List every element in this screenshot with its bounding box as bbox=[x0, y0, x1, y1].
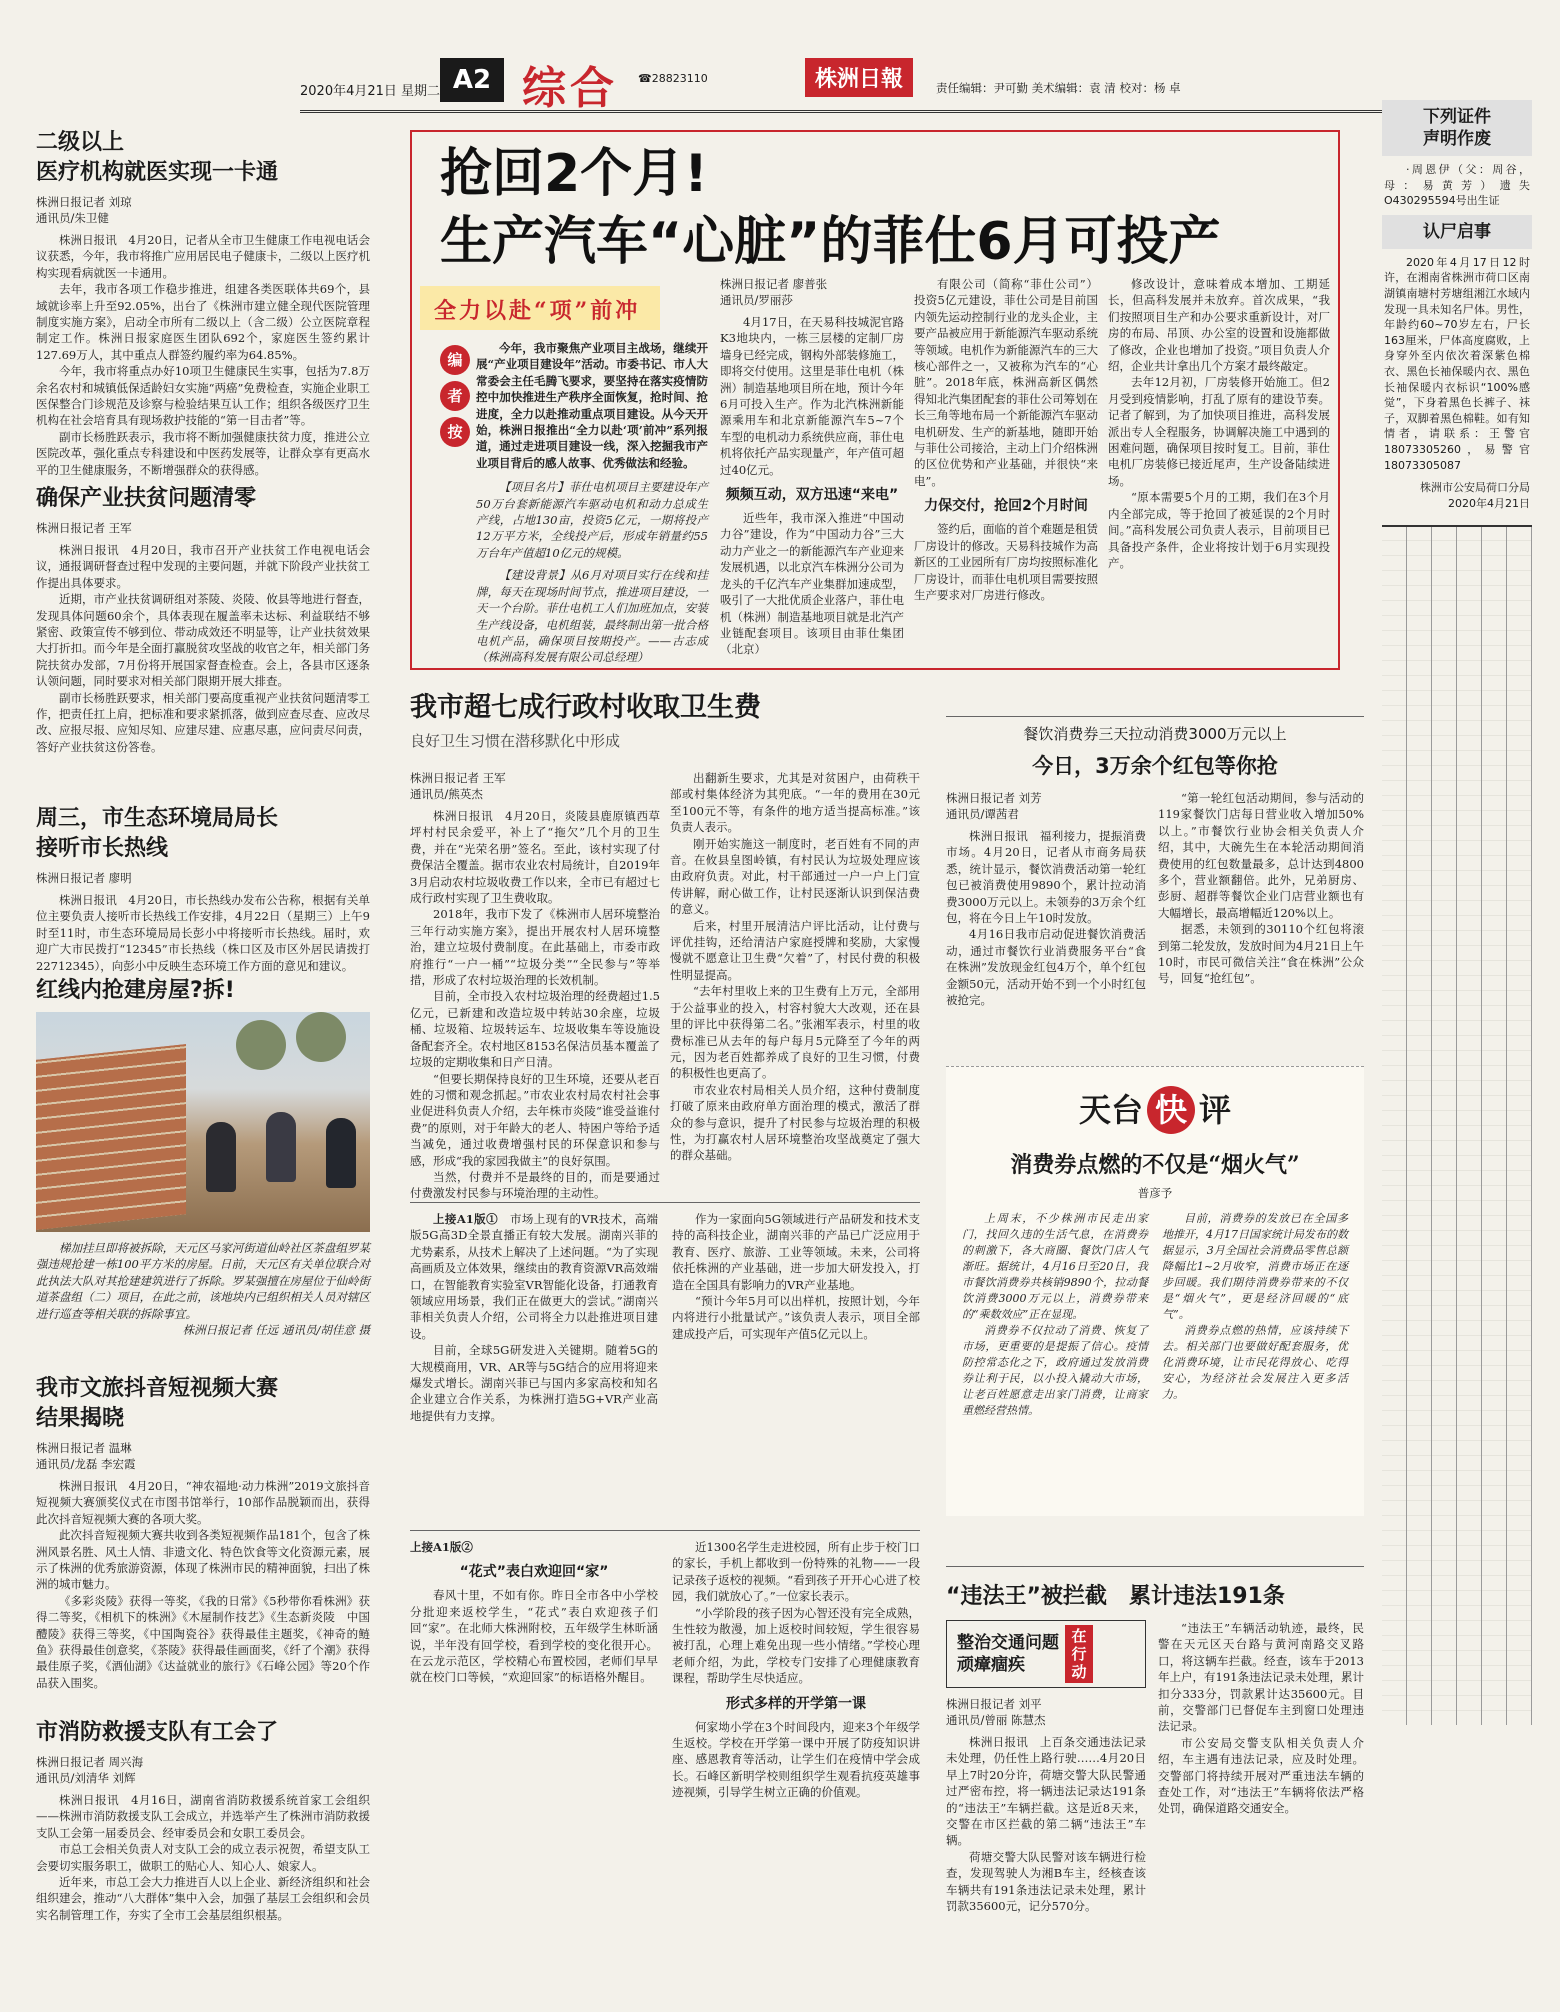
paragraph: “去年村里收上来的卫生费有上万元，全部用于公益事业的投入，村容村貌大大改观，还在县里的评比中获得第二名。”张湘军表示，村里的收费标准已从去年的每户每月5元降至了今年的两元，因为老百姓都养成了良好的卫生习惯，付费的积极性也更高了。 bbox=[670, 984, 920, 1081]
article-medical-card bbox=[36, 128, 370, 477]
photo-credit: 株洲日报记者 任远 通讯员/胡佳意 摄 bbox=[182, 1323, 370, 1338]
headline: 我市超七成行政村收取卫生费 bbox=[410, 692, 761, 723]
lead-col-1 bbox=[720, 276, 904, 660]
paragraph: 近1300名学生走进校园，所有止步于校门口的家长，手机上都收到一份特殊的礼物——一段记录孩子返校的视频。“看到孩子开开心心进了校园，我们就放心了。”一位家长表示。 bbox=[672, 1540, 920, 1604]
paragraph: 4月16日我市启动促进餐饮消费活动，通过市餐饮行业消费服务平台“食在株洲”发放现金红包4万个，单个红包金额50元，活动开始不到一个小时红包被抢完。 bbox=[946, 927, 1146, 1008]
paragraph: 市公安局交警支队相关负责人介绍，车主遇有违法记录，应及时处理。交警部门将持续开展对严重违法车辆的查处工作，对“违法王”车辆将依法严格处罚，确保道路交通安全。 bbox=[1158, 1735, 1364, 1816]
article-hotline bbox=[36, 804, 370, 973]
page-number: A2 bbox=[440, 58, 504, 102]
brick-wall-shape bbox=[36, 1044, 186, 1230]
notice-text: ·周恩伊（父：周谷，母：易黄芳）遗失O430295594号出生证 bbox=[1384, 163, 1530, 208]
subheading: “花式”表白欢迎回“家” bbox=[459, 1564, 609, 1581]
paragraph: 有限公司（简称“菲仕公司”）投资5亿元建设，菲仕公司是目前国内领先运动控制行业的龙头企业，主要产品被应用于新能源汽车驱动系统等领域。电机作为新能源汽车的三大核心部件之一，又被称为汽车的“心脏”。2018年底，株洲高新区偶然得知北汽集团配套的菲仕公司筹划在长三角等地布局一个新能源汽车驱动电机研发、生产的新基地，随即开始与菲仕公司接洽，主动上门介绍株洲的区位优势和产业基础，并很快“来电”。 bbox=[914, 277, 1098, 488]
paragraph: 近期，市产业扶贫调研组对茶陵、炎陵、攸县等地进行督查，发现具体问题60余个，具体表现在履盖率未达标、利益联结不够紧密、政策宣传不够到位、带动成效还不明显等，让产业扶贫效果大打折扣。而今年是全面打赢脱贫攻坚战的收官之年，相关部门务院扶贫办发部，7月份将开展国家督查检查。会上，各县市区逐条认领问题，同时要求对相关部门限期开展大排查。 bbox=[36, 592, 370, 689]
headline: 二级以上 医疗机构就医实现一卡通 bbox=[36, 130, 279, 185]
byline: 株洲日报记者 王军 bbox=[36, 521, 132, 535]
paragraph: 此次抖音短视频大赛共收到各类短视频作品181个，包含了株洲风景名胜、风土人情、非遗文化、特色饮食等文化资源元素，展示了株洲的优秀旅游资源，体现了株洲市民的精神面貌，扫出了株洲的城市魅力。 bbox=[36, 1528, 370, 1592]
sanitation-col-2 bbox=[670, 770, 920, 1170]
paragraph: 出翻新生要求，尤其是对贫困户，由荷秩干部或村集体经济为其兜底。“一年的费用在30元至100元不等，有条件的地方适当提高标准。”该负责人表示。 bbox=[670, 771, 920, 835]
paragraph: “原本需要5个月的工期，我们在3个月内全部完成，等于抢回了被延误的2个月时间。”高科发展公司负责人表示，目前项目已具备投产条件，企业将按计划于6月实现投产。 bbox=[1108, 490, 1330, 570]
classifieds-sidebar bbox=[1382, 100, 1532, 1725]
project-card: 【项目名片】菲仕电机项目主要建设年产50万台套新能源汽车驱动电机和动力总成生产线，占地130亩，投资5亿元，一期将投产12万平方米，全线投产后，形成年销量约55万台年产值超10亿元的规模。 bbox=[476, 480, 708, 560]
paragraph: 后来，村里开展清洁户评比活动，让付费与评优挂钩，还给清洁户家庭授牌和奖励，大家慢慢就不愿意让卫生费“欠着”了，村民付费的积极性明显提高。 bbox=[670, 918, 920, 982]
issue-date: 2020年4月21日 星期二 bbox=[300, 84, 441, 99]
byline: 株洲日报记者 王军 通讯员/熊英杰 bbox=[410, 771, 506, 801]
paragraph: 副市长杨胜跃要求，相关部门要高度重视产业扶贫问题清零工作，把责任扛上肩，把标准和要求紧抓落，做到应查尽查、应改尽改、应报尽报、应知尽知、应建尽建、应惠尽惠，应问责尽问责，答好产业扶贫这份答卷。 bbox=[36, 690, 370, 754]
paragraph: 株洲日报讯 4月20日，炎陵县鹿原镇西草坪村村民余爱平，补上了“拖欠”几个月的卫生费，并在“光荣名册”签名。至此，该村实现了付费保洁全覆盖。据市农业农村局统计，自2019年3月启动农村垃圾收费工作以来，全市已有超过七成行政村实现了卫生费收取。 bbox=[410, 809, 660, 906]
person-shape bbox=[326, 1118, 356, 1188]
byline: 株洲日报记者 周兴海 通讯员/刘清华 刘辉 bbox=[36, 1755, 144, 1785]
paragraph: 去年12月初，厂房装修开始施工。但2月受到疫情影响，打乱了原有的建设节奏。记者了解到，为了加快项目推进，高科发展派出专人全程服务，协调解决施工中遇到的困难问题，确保项目按时复工。目前，菲仕电机厂房装修已接近尾声，生产设备陆续进场。 bbox=[1108, 375, 1330, 488]
byline: 株洲日报记者 刘芳 通讯员/谭茜君 bbox=[946, 791, 1042, 821]
editors-line: 责任编辑：尹可勤 美术编辑：袁 清 校对：杨 卓 bbox=[936, 81, 1181, 95]
headline: 周三，市生态环境局局长 接听市长热线 bbox=[36, 806, 279, 861]
paragraph: 《多彩炎陵》获得一等奖，《我的日常》《5秒带你看株洲》获得二等奖，《相机下的株洲》《木屋制作技艺》《生态新炎陵 中国醴陵》获得三等奖，《中国陶瓷谷》获得最佳主题奖，《神奇的鲢鱼》获得最佳创意奖，《茶陵》获得最佳画面奖，《纤了个潮》获得最佳原子奖，《酒仙湖》《达益就业的旅行》《石峰公园》等20个作品获入围奖。 bbox=[36, 1593, 370, 1690]
article-demolition bbox=[36, 976, 370, 1338]
subheading: 力保交付，抢回2个月时间 bbox=[924, 498, 1088, 515]
article-poverty bbox=[36, 484, 370, 766]
campaign-box: 整治交通问题 顽瘴痼疾 在行动 bbox=[946, 1620, 1146, 1688]
subheading: 频频互动，双方迅速“来电” bbox=[725, 487, 899, 504]
photo-caption: 梯加挂旦即将被拆除，天元区马家河街道仙岭社区茶盘组罗某强违规抢建一栋100平方米的房屋。日前，天元区有关单位联合对此执法大队对其抢建建筑进行了拆除。罗某强擅在房屋位于仙岭街道茶盘组（二）项目，在此之前，该地块内已组织相关人员对辖区进行巡查等相关联的拆除事宜。 bbox=[36, 1241, 370, 1321]
commentary-box bbox=[946, 1066, 1364, 1516]
paragraph: “但要长期保持良好的卫生环境，还要从老百姓的习惯和观念抓起。”市农业农村局农村社会事业促进科负责人介绍，去年株市炎陵“谁受益谁付费”的原则，对于年龄大的老人、特困户等给予适当减免，通过收费增强村民的环保意识和参与感，形成“我的家园我做主”的良好氛围。 bbox=[410, 1071, 660, 1168]
paragraph: 去年，我市各项工作稳步推进，组建各类医联体共69个，县域就诊率上升至92.05%，出台了《株洲市建立健全现代医院管理制度实施方案》，启动全市所有二级以上（含二级）公立医院章程制定工作。株洲日报家庭医生团队692个，家庭医生签约累计127.69万人，其中重点人群签约履约率为64.85%。 bbox=[36, 282, 370, 362]
section-title: 综合 bbox=[522, 63, 618, 114]
editor-note-tag: 编 者 按 bbox=[440, 345, 472, 453]
paragraph: 当然，付费并不是最终的目的，而是要通过付费激发村民参与环境治理的主动性。 bbox=[410, 1169, 660, 1201]
paragraph: 春风十里，不如有你。昨日全市各中小学校分批迎来返校学生，“花式”表白欢迎孩子们回“家”。在北师大株洲附校，五年级学生林昕涵说，半年没有回学校，看到学校的变化很开心。在云龙示范区，学校精心布置校园，老师们早早就在校门口等候，“欢迎回家”的标语格外醒目。 bbox=[410, 1588, 658, 1685]
campaign-tag: 在行动 bbox=[1065, 1625, 1093, 1683]
byline: 株洲日报记者 刘琼 通讯员/朱卫健 bbox=[36, 195, 132, 225]
hotline: ☎28823110 bbox=[638, 72, 708, 85]
paragraph: 2018年，我市下发了《株洲市人居环境整治三年行动实施方案》，提出开展农村人居环境整治，建立垃圾付费制度。在此基础上，市委市政府推行“一户一桶”“垃圾分类”“全民参与”等举措，形成了农村垃圾治理的长效机制。 bbox=[410, 907, 660, 988]
paragraph: 副市长杨胜跃表示，我市将不断加强健康扶贫力度，推进公立医院改革，强化重点专科建设和中医药发展等，让群众享有更高水平的卫生健康服务，不断增强群众的获得感。 bbox=[36, 429, 370, 477]
article-fire-union bbox=[36, 1718, 370, 1954]
commentary-author: 普彦予 bbox=[1137, 1186, 1173, 1200]
lead-col-3 bbox=[1108, 276, 1330, 660]
paragraph: 据悉，未领到的30110个红包将滚到第二轮发放，发放时间为4月21日上午10时，市民可微信关注“食在株洲”公众号，回复“抢红包”。 bbox=[1158, 922, 1364, 986]
paragraph: 消费券不仅拉动了消费、恢复了市场，更重要的是提振了信心。疫情防控常态化之下，政府通过发放消费券让利于民，以小投入撬动大市场，让老百姓愿意走出家门消费，让商家重燃经营热情。 bbox=[962, 1324, 1148, 1417]
paragraph: 刚开始实施这一制度时，老百姓有不同的声音。在攸县皇图岭镇，有村民认为垃圾处理应该由政府负责。对此，村干部通过一户一户上门宣传讲解，耐心做工作，让村民逐渐认识到保洁费的意义。 bbox=[670, 836, 920, 917]
paper-logo: 株洲日報 bbox=[805, 58, 913, 97]
headline: “违法王”被拦截 累计违法191条 bbox=[946, 1584, 1285, 1609]
notice-heading: 下列证件 声明作废 bbox=[1382, 100, 1532, 156]
series-banner: 全力以赴“项”前冲 bbox=[420, 286, 660, 330]
article-vouchers bbox=[946, 716, 1364, 1054]
masthead-rule bbox=[300, 110, 1420, 113]
headline: 确保产业扶贫问题清零 bbox=[36, 486, 257, 511]
paragraph: 作为一家面向5G领域进行产品研发和技术支持的高科技企业，湖南兴菲的产品已广泛应用于教育、医疗、旅游、工业等领域。未来，公司将依托株洲的产业基础，进一步加大研发投入，打造在全国具有影响力的VR产业基地。 bbox=[672, 1212, 920, 1292]
tree-shape bbox=[296, 1012, 346, 1062]
paragraph: 株洲日报讯 4月20日，记者从全市卫生健康工作电视电话会议获悉，今年，我市将推广应用居民电子健康卡，二级以上医疗机构实现看病就医一卡通用。 bbox=[36, 233, 370, 280]
editor-note: 今年，我市聚焦产业项目主战场，继续开展“产业项目建设年”活动。市委书记、市人大常委会主任毛腾飞要求，要坚持在落实疫情防控中加快推进生产秩序全面恢复，抢时间、抢进度，全力以赴推动重点项目建设。从今天开始，株洲日报推出“全力以赴‘项’前冲”系列报道，通过走进项目建设一线，深入挖掘我市产业项目背后的感人故事、优秀做法和经验。 bbox=[476, 341, 708, 470]
paragraph: 目前，消费券的发放已在全国多地推开，4月17日国家统计局发布的数据显示，3月全国社会消费品零售总额降幅比1~2月收窄，消费市场正在逐步回暖。我们期待消费券带来的不仅是“烟火气”，更是经济回暖的“底气”。 bbox=[1162, 1212, 1348, 1321]
paragraph: 荷塘交警大队民警对该车辆进行检查，发现驾驶人为湘B车主，经核查该车辆共有191条违法记录未处理，累计罚款35600元，记分570分。 bbox=[946, 1849, 1146, 1914]
headline: 红线内抢建房屋?拆! bbox=[36, 978, 235, 1003]
sanitation-header bbox=[410, 690, 920, 759]
notice-signature: 株洲市公安局荷口分局 2020年4月21日 bbox=[1420, 481, 1530, 511]
paragraph: “违法王”车辆活动轨迹，最终，民警在天元区天台路与黄河南路交叉路口，将这辆车拦截。经查，该车于2013年上户，有191条违法记录未处理，累计扣分333分，罚款累计达35600元。目前，交警部门已督促车主到窗口处理违法记录。 bbox=[1158, 1621, 1364, 1734]
demolition-photo bbox=[36, 1012, 370, 1232]
paragraph: 株洲日报讯 上百条交通违法记录未处理，仍任性上路行驶……4月20日早上7时20分许，荷塘交警大队民警通过严密布控，将一辆违法记录达191条的“违法王”车辆拦截。这是近8天来，交警在市区拦截的第二辆“违法王”车辆。 bbox=[946, 1735, 1146, 1848]
paragraph: “小学阶段的孩子因为心智还没有完全成熟，生性较为散漫，加上返校时间较短，学生很容易被打乱，心理上难免出现一些小情绪。”学校心理老师介绍，为此，学校专门安排了心理健康教育课程，帮助学生尽快适应。 bbox=[672, 1605, 920, 1686]
paragraph: 上接A1版① 市场上现有的VR技术，高端版5G高3D全景直播正有较大发展。湖南兴菲的尤势素系，从技术上解决了上述问题。“为了实现高画质及立体效果，继续由的教育资源VR高效端口，在智能教育实验室VR智能化设备，打通教育领域应用场景，我们正在做更大的尝试。”湖南兴菲相关负责人介绍，公司将全力以赴推进项目建设。 bbox=[410, 1212, 658, 1341]
article-vr-continued bbox=[410, 1202, 920, 1508]
lead-intro bbox=[476, 340, 708, 665]
paragraph: 何家坳小学在3个时间段内，迎来3个年级学生返校。学校在开学第一课中开展了防疫知识讲座、感恩教育等活动，让学生们在疫情中学会成长。石峰区新明学校则组织学生观看抗疫英雄事迹视频，引导学生树立正确的价值观。 bbox=[672, 1719, 920, 1800]
notice-text: 2020年4月17日12时许，在湘南省株洲市荷口区南湖镇南塘村芳塘组湘江水域内发现一具未知名尸体。男性，年龄约60~70岁左右，尸长163厘米，尸体高度腐败，上身穿外至内依次着深紫色棉衣、黑色长袖保暖内衣、黑色长袖保暖内衣标识“100%感觉”，下身着黑色长裤子、袜子，双脚着黑色棉鞋。如有知情者，请联系：王警官18073305260，易警官18073305087 bbox=[1384, 255, 1530, 472]
headline: 我市文旅抖音短视频大赛 结果揭晓 bbox=[36, 1376, 279, 1431]
paragraph: 近些年，我市深入推进“中国动力谷”建设，作为“中国动力谷”三大动力产业之一的新能源汽车产业迎来发展机遇，以北京汽车株洲分公司为龙头的千亿汽车产业集群加速成型，吸引了一大批优质企业落户，菲仕电机（株洲）制造基地项目就是北汽产业链配套项目。该项目由菲仕集团（北京） bbox=[720, 511, 904, 657]
paragraph: 株洲日报讯 4月20日，我市召开产业扶贫工作电视电话会议，通报调研督查过程中发现的主要问题，并就下阶段产业扶贫工作提出具体要求。 bbox=[36, 543, 370, 590]
column-logo: 天台 快 评 bbox=[946, 1085, 1364, 1134]
subheading: 形式多样的开学第一课 bbox=[726, 1695, 866, 1712]
lead-headline: 抢回2个月! 生产汽车“心脏”的菲仕6月可投产 bbox=[440, 144, 1221, 272]
notice-heading: 认尸启事 bbox=[1382, 215, 1532, 249]
paragraph: 近年来，市总工会大力推进百人以上企业、新经济组织和社会组织建会，推动“八大群体”集中入会，加强了基层工会组织和会员实名制管理工作，夯实了全市工会基层组织根基。 bbox=[36, 1875, 370, 1922]
paragraph: 修改设计，意味着成本增加、工期延长，但高科发展并未放弃。首次成果，“我们按照项目生产和办公要求重新设计，对厂房的布局、吊顶、办公室的设置和设施都做了修改，企业也增加了投资。”项目负责人介绍，企业共计拿出几个方案才最终敲定。 bbox=[1108, 277, 1330, 374]
project-quote: 【建设背景】从6月对项目实行在线和挂牌，每天在现场时间节点，推进项目建设，一天一个台阶。菲仕电机工人们加班加点，安装生产线设备，电机组装，最终制出第一批合格电机产品，确保项目按期投产。——古志成（株洲高科发展有限公司总经理） bbox=[476, 568, 708, 665]
article-traffic bbox=[946, 1566, 1364, 1970]
kicker: 餐饮消费券三天拉动消费3000万元以上 bbox=[1023, 725, 1287, 743]
continued-tag: 上接A1版② bbox=[410, 1540, 473, 1554]
person-shape bbox=[206, 1122, 236, 1192]
headline: 市消防救援支队有工会了 bbox=[36, 1720, 279, 1745]
paragraph: 上周末，不少株洲市民走出家门，找回久违的生活气息，在消费券的刺激下，各大商圈、餐饮门店人气渐旺。据统计，4月16日至20日，我市餐饮消费券共核销9890个，拉动餐饮消费3000万元以上，消费券带来的“乘数效应”正在显现。 bbox=[962, 1212, 1148, 1321]
paragraph: “第一轮红包活动期间，参与活动的119家餐饮门店每日营业收入增加50%以上。”市餐饮行业协会相关负责人介绍，其中，大碗先生在本轮活动期间消费使用的红包数量最多，总计达到4800多个，营业额翻倍。此外，兄弟厨房、彭厨、超群等餐饮企业门店营业额也有大幅增长，最高增幅近120%以上。 bbox=[1158, 791, 1364, 920]
paragraph: 消费券点燃的热情，应该持续下去。相关部门也要做好配套服务，优化消费环境，让市民花得放心、吃得安心，为经济社会发展注入更多活力。 bbox=[1162, 1324, 1348, 1401]
lead-col-2 bbox=[914, 276, 1098, 660]
paragraph: “预计今年5月可以出样机，按照计划，今年内将进行小批量试产。”该负责人表示，项目全部建成投产后，可实现年产值5亿元以上。 bbox=[672, 1294, 920, 1341]
paragraph: 株洲日报讯 4月20日，市长热线办发布公告称，根据有关单位主要负责人接听市长热线工作安排，4月22日（星期三）上午9时至11时，市生态环境局局长彭小中将接听市长热线。届时，欢迎广大市民拨打“12345”市长热线（株口区及市区外居民请拨打22712345），向彭小中反映生态环境工作方面的意见和建议。 bbox=[36, 893, 370, 973]
sanitation-col-1 bbox=[410, 770, 660, 1201]
paragraph: 今年，我市将重点办好10项卫生健康民生实事，包括为7.8万余名农村和城镇低保适龄妇女实施“两癌”免费检查，实施企业职工医保整合门诊规范及诊察与检验结果互认工作；组织各级医疗卫生机构在社会培育具有现场救护技能的“第一目击者”等。 bbox=[36, 364, 370, 428]
headline: 今日，3万余个红包等你抢 bbox=[1032, 754, 1278, 778]
commentary-title: 消费券点燃的不仅是“烟火气” bbox=[1010, 1152, 1300, 1178]
continued-tag: 上接A1版① bbox=[433, 1212, 499, 1226]
byline: 株洲日报记者 廖明 bbox=[36, 871, 132, 885]
paragraph: 株洲日报讯 4月16日，湖南省消防救援系统首家工会组织——株洲市消防救援支队工会成立，并选举产生了株洲市消防救援支队工会第一届委员会、经审委员会和女职工委员会。 bbox=[36, 1793, 370, 1840]
classified-table bbox=[1382, 525, 1532, 1725]
tree-shape bbox=[236, 1020, 286, 1070]
article-school-return bbox=[410, 1530, 920, 1970]
byline: 株洲日报记者 廖普张 通讯员/罗丽莎 bbox=[720, 277, 828, 307]
paragraph: 市总工会相关负责人对支队工会的成立表示祝贺，希望支队工会要切实服务职工，做职工的贴心人、知心人、娘家人。 bbox=[36, 1842, 370, 1873]
paragraph: 株洲日报讯 4月20日，“神农福地·动力株洲”2019文旅抖音短视频大赛颁奖仪式在市图书馆举行，10部作品脱颖而出，获得此次抖音短视频大赛的各项大奖。 bbox=[36, 1479, 370, 1526]
person-shape bbox=[266, 1112, 296, 1182]
masthead bbox=[300, 52, 1480, 114]
article-tiktok bbox=[36, 1374, 370, 1690]
paragraph: 市农业农村局相关人员介绍，这种付费制度打破了原来由政府单方面治理的模式，激活了群众的参与意识，提升了村民参与垃圾治理的积极性，为打赢农村人居环境整治攻坚战奠定了强大的群众基础。 bbox=[670, 1082, 920, 1163]
subheadline: 良好卫生习惯在潜移默化中形成 bbox=[410, 732, 621, 750]
paragraph: 目前，全市投入农村垃圾治理的经费超过1.5亿元，已新建和改造垃圾中转站30余座，垃圾桶、垃圾箱、垃圾转运车、垃圾收集车等设施设备配套齐全。农村地区8153名保洁员基本覆盖了垃圾的定期收集和日产日清。 bbox=[410, 989, 660, 1070]
byline: 株洲日报记者 温琳 通讯员/龙磊 李宏霞 bbox=[36, 1441, 136, 1471]
paragraph: 签约后，面临的首个难题是租赁厂房设计的修改。天易科技城作为高新区的工业园所有厂房均按照标准化厂房设计，而菲仕电机项目需要按照生产要求对厂房进行修改。 bbox=[914, 522, 1098, 602]
paragraph: 4月17日，在天易科技城泥官路K3地块内，一栋三层楼的定制厂房墙身已经完成，钢构外部装修施工，即将交付使用。这里是菲仕电机（株洲）制造基地项目所在地，预计今年6月可投入生产。作为北汽株洲新能源乘用车和北京新能源汽车5~7个车型的电机动力系统供应商，菲仕电机将依托产品实现量产，年产值可超过40亿元。 bbox=[720, 315, 904, 477]
paragraph: 株洲日报讯 福利接力，提振消费市场。4月20日，记者从市商务局获悉，统计显示，餐饮消费活动第一轮红包已被消费使用9890个，累计拉动消费3000万元以上。未领券的3万余个红包，将在今日上午10时发放。 bbox=[946, 829, 1146, 926]
byline: 株洲日报记者 刘平 通讯员/曾丽 陈慧杰 bbox=[946, 1697, 1046, 1727]
paragraph: 目前，全球5G研发进入关键期。随着5G的大规模商用，VR、AR等与5G结合的应用将迎来爆发式增长。湖南兴菲已与国内多家高校和知名企业建立合作关系，为株洲打造5G+VR产业高地提供有力支撑。 bbox=[410, 1343, 658, 1423]
